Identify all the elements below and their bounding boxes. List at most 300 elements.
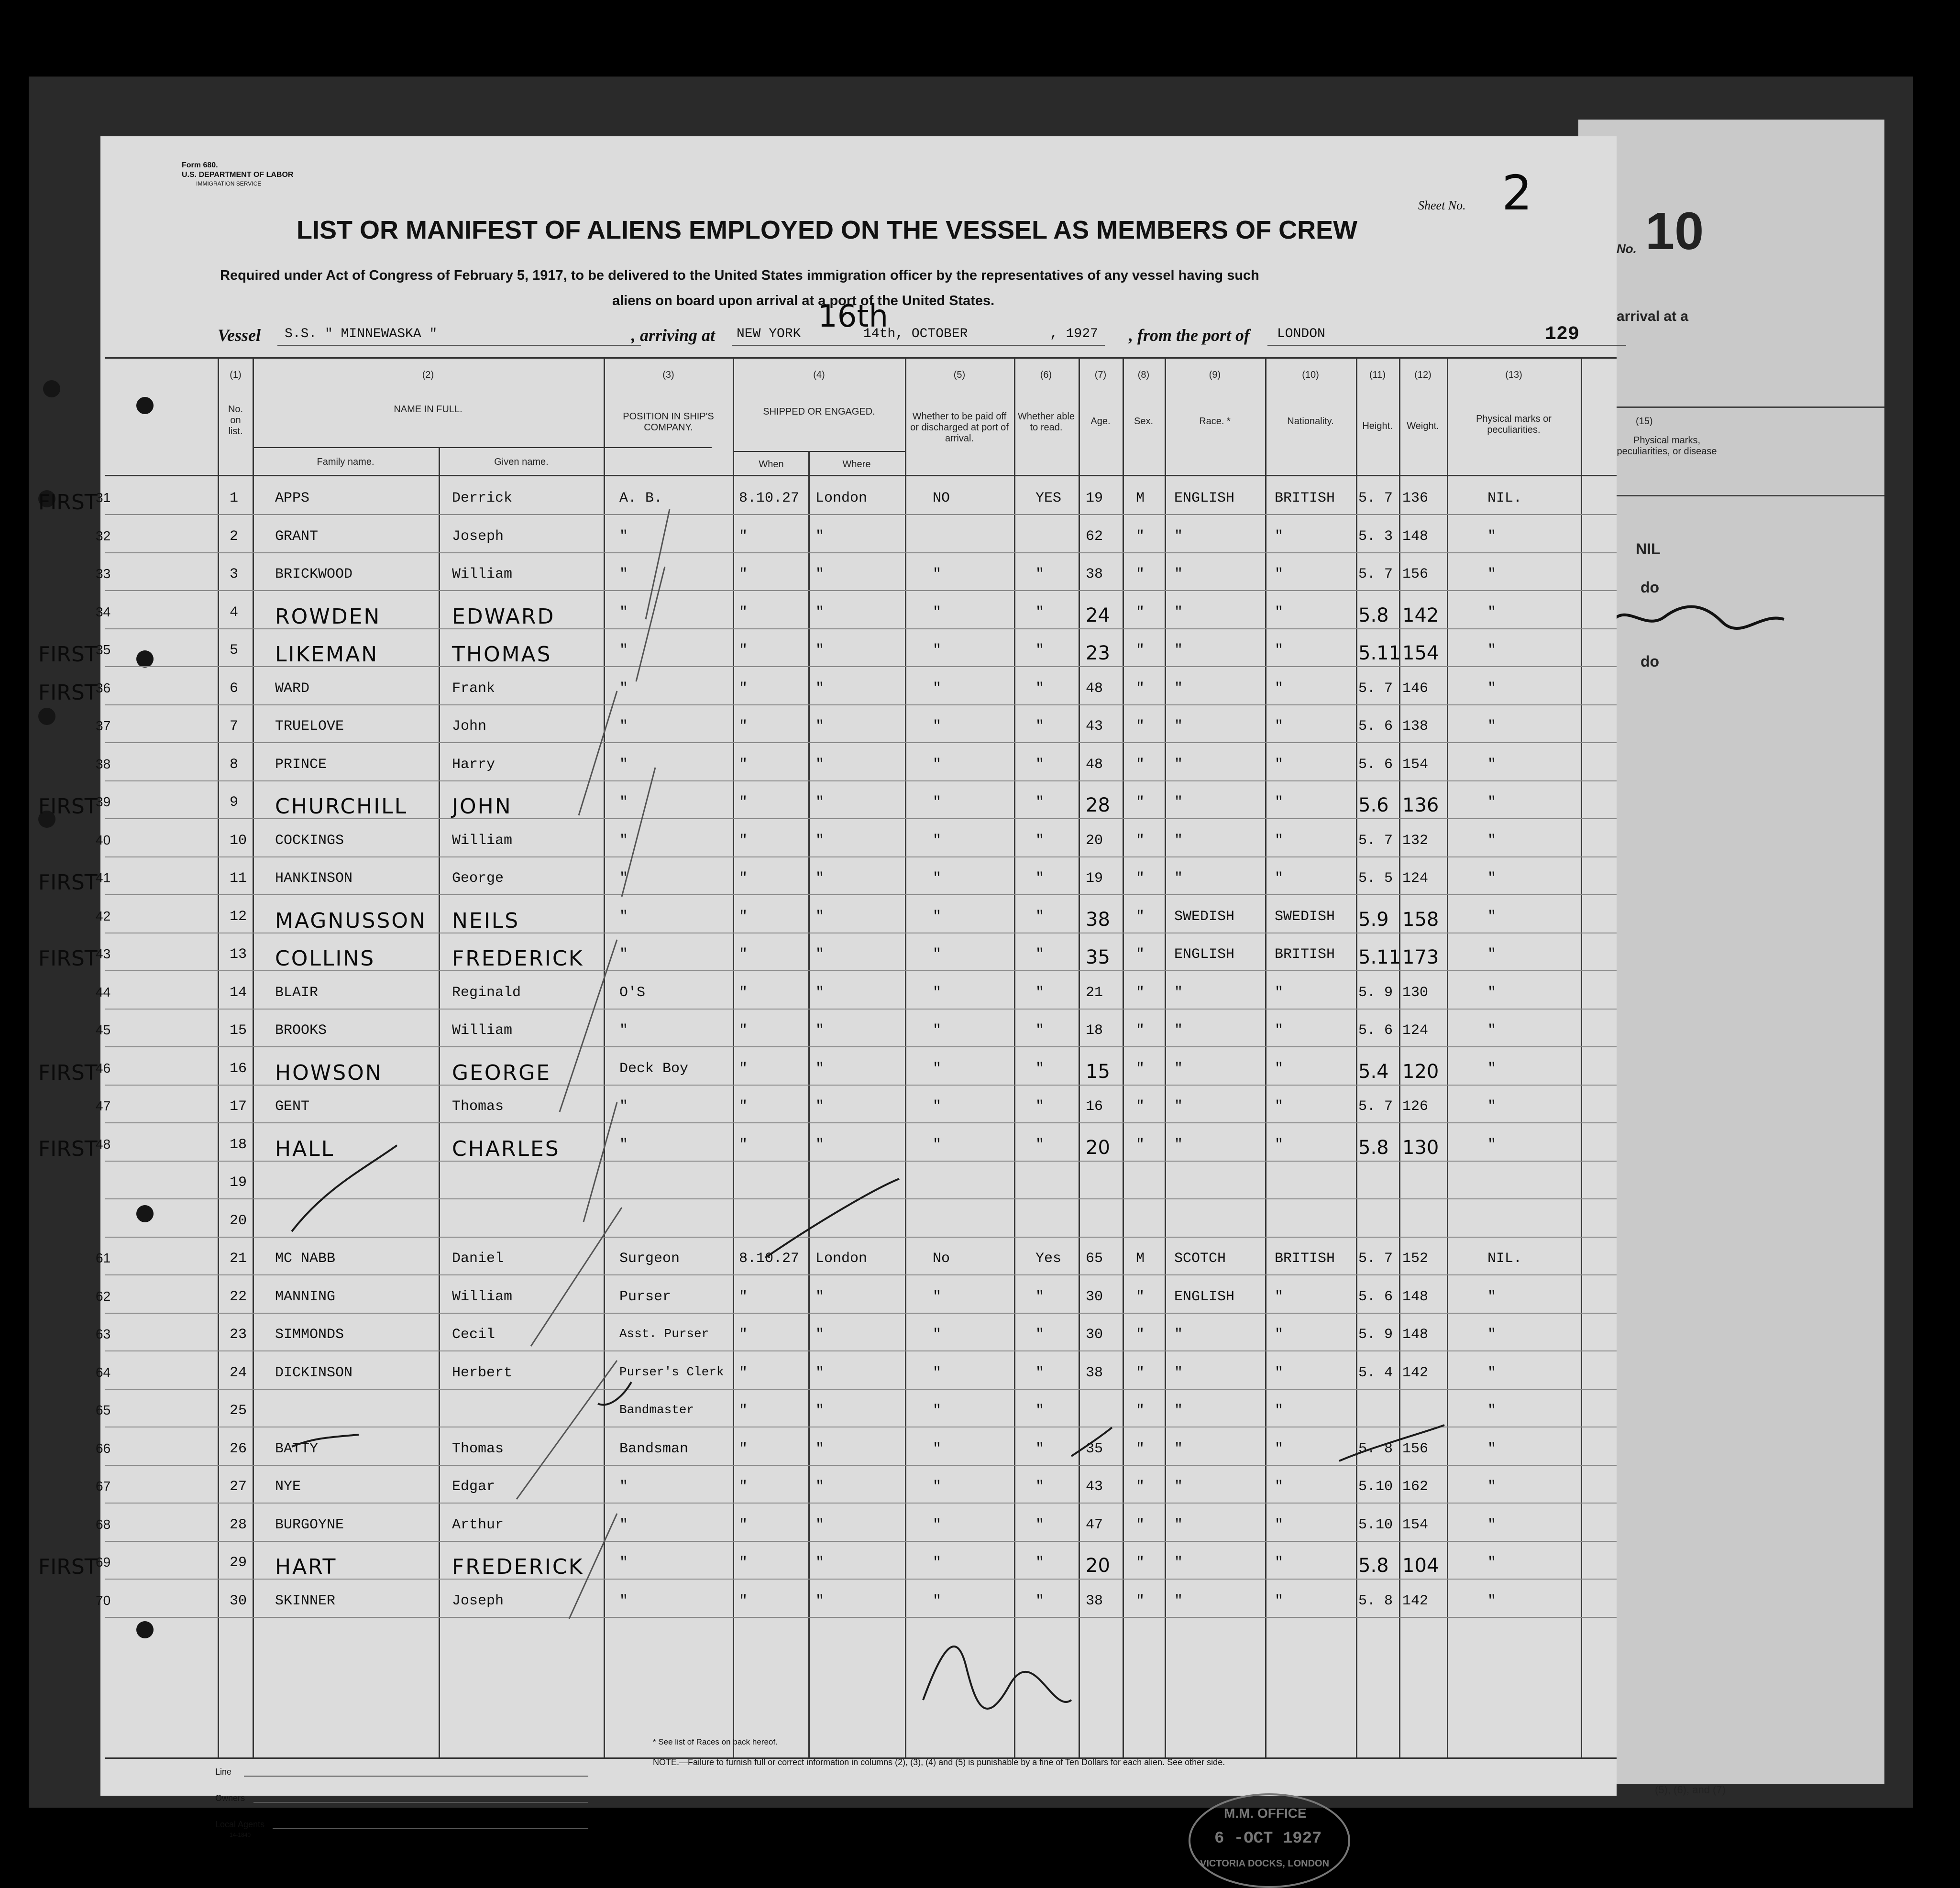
col9-number: (9) xyxy=(1209,370,1221,380)
row-7-given: John xyxy=(452,718,487,735)
row-27-weight: 162 xyxy=(1402,1479,1429,1495)
row-29-mark: FIRST xyxy=(38,1555,98,1579)
row-4-given: EDWARD xyxy=(452,604,555,629)
row-16-read: " xyxy=(1035,1060,1045,1077)
row-4-marks: " xyxy=(1487,604,1497,621)
row-2-given: Joseph xyxy=(452,528,504,545)
row-22-position: Purser xyxy=(619,1288,672,1305)
row-2-sex: " xyxy=(1136,528,1145,545)
row-12-marks: " xyxy=(1487,908,1497,925)
subtitle-line-1: Required under Act of Congress of February 5, 1917, to be delivered to the United States immigration officer by the representatives of any vessel having such xyxy=(220,268,1259,283)
row-8-ref: 38 xyxy=(96,756,111,771)
under-no-label: No. xyxy=(1617,241,1637,256)
row-24-race: " xyxy=(1174,1364,1183,1381)
subtitle-line-2: aliens on board upon arrival at a port of the United States. xyxy=(612,293,995,308)
row-6-ref: 36 xyxy=(96,680,111,695)
row-29-family: HART xyxy=(275,1555,337,1579)
row-22-when: " xyxy=(739,1288,748,1305)
row-11-age: 19 xyxy=(1086,870,1103,887)
row-15-height: 5. 6 xyxy=(1358,1022,1393,1039)
binder-hole xyxy=(43,380,60,397)
row-28-when: " xyxy=(739,1516,748,1533)
row-13-paid: " xyxy=(933,946,942,963)
row-18-when: " xyxy=(739,1136,748,1153)
row-1-height: 5. 7 xyxy=(1358,490,1393,506)
row-17-race: " xyxy=(1174,1098,1183,1115)
row-16-race: " xyxy=(1174,1060,1183,1077)
row-2-weight: 148 xyxy=(1402,528,1429,545)
row-13-given: FREDERICK xyxy=(452,946,584,971)
row-25-no: 25 xyxy=(230,1403,247,1419)
row-18-read: " xyxy=(1035,1136,1045,1153)
row-14-paid: " xyxy=(933,984,942,1001)
row-25-nat: " xyxy=(1275,1403,1284,1419)
row-20-no: 20 xyxy=(230,1212,247,1229)
row-14-weight: 130 xyxy=(1402,984,1429,1001)
row-1-weight: 136 xyxy=(1402,490,1429,506)
row-9-nat: " xyxy=(1275,794,1284,811)
row-14-where: " xyxy=(815,984,825,1001)
row-27-read: " xyxy=(1035,1479,1045,1495)
arrival-date-typed: 14th, OCTOBER xyxy=(863,327,968,341)
row-1-ref: 31 xyxy=(96,490,111,505)
row-2-age: 62 xyxy=(1086,528,1103,545)
row-30-ref: 70 xyxy=(96,1592,111,1608)
row-3-family: BRICKWOOD xyxy=(275,566,353,582)
row-13-where: " xyxy=(815,946,825,963)
row-8-paid: " xyxy=(933,756,942,773)
row-6-when: " xyxy=(739,680,748,697)
row-19-no: 19 xyxy=(230,1175,247,1191)
row-21-position: Surgeon xyxy=(619,1251,680,1267)
row-6-given: Frank xyxy=(452,680,496,697)
row-11-marks: " xyxy=(1487,870,1497,887)
row-28-family: BURGOYNE xyxy=(275,1516,344,1533)
row-22-family: MANNING xyxy=(275,1288,336,1305)
row-8-where: " xyxy=(815,756,825,773)
under-no-value: 10 xyxy=(1645,202,1704,261)
row-7-marks: " xyxy=(1487,718,1497,735)
col10-header: Nationality. xyxy=(1287,416,1334,427)
row-4-sex: " xyxy=(1136,604,1145,621)
row-24-ref: 64 xyxy=(96,1364,111,1380)
row-2-no: 2 xyxy=(230,528,239,545)
row-5-nat: " xyxy=(1275,642,1284,659)
row-30-no: 30 xyxy=(230,1592,247,1609)
row-2-when: " xyxy=(739,528,748,545)
row-1-no: 1 xyxy=(230,490,239,506)
row-21-nat: BRITISH xyxy=(1275,1251,1335,1267)
row-28-ref: 68 xyxy=(96,1516,111,1532)
row-17-marks: " xyxy=(1487,1098,1497,1115)
row-23-given: Cecil xyxy=(452,1327,496,1343)
row-10-read: " xyxy=(1035,832,1045,849)
col13-number: (13) xyxy=(1505,370,1522,380)
row-18-marks: " xyxy=(1487,1136,1497,1153)
row-9-where: " xyxy=(815,794,825,811)
row-29-age: 20 xyxy=(1086,1555,1110,1577)
row-4-nat: " xyxy=(1275,604,1284,621)
row-14-read: " xyxy=(1035,984,1045,1001)
row-26-given: Thomas xyxy=(452,1440,504,1457)
row-9-sex: " xyxy=(1136,794,1145,811)
row-12-sex: " xyxy=(1136,908,1145,925)
col7-header: Age. xyxy=(1090,416,1111,427)
row-2-position: " xyxy=(619,528,628,545)
row-27-race: " xyxy=(1174,1479,1183,1495)
col2-given-header: Given name. xyxy=(494,457,549,467)
row-7-where: " xyxy=(815,718,825,735)
row-6-read: " xyxy=(1035,680,1045,697)
row-21-paid: No xyxy=(933,1251,950,1267)
row-30-read: " xyxy=(1035,1592,1045,1609)
row-6-marks: " xyxy=(1487,680,1497,697)
row-26-race: " xyxy=(1174,1440,1183,1457)
row-1-mark: FIRST xyxy=(38,490,98,515)
arriving-label: , arriving at xyxy=(631,326,716,345)
row-23-where: " xyxy=(815,1327,825,1343)
row-11-race: " xyxy=(1174,870,1183,887)
row-30-age: 38 xyxy=(1086,1592,1103,1609)
row-27-age: 43 xyxy=(1086,1479,1103,1495)
row-6-height: 5. 7 xyxy=(1358,680,1393,697)
row-11-where: " xyxy=(815,870,825,887)
row-8-position: " xyxy=(619,756,628,773)
row-17-position: " xyxy=(619,1098,628,1115)
row-7-when: " xyxy=(739,718,748,735)
row-14-nat: " xyxy=(1275,984,1284,1001)
row-23-no: 23 xyxy=(230,1327,247,1343)
row-9-given: JOHN xyxy=(452,794,512,819)
row-3-where: " xyxy=(815,566,825,582)
row-21-weight: 152 xyxy=(1402,1251,1429,1267)
sheet-label: Sheet No. xyxy=(1418,198,1466,212)
row-21-marks: NIL. xyxy=(1487,1251,1522,1267)
row-3-read: " xyxy=(1035,566,1045,582)
row-7-race: " xyxy=(1174,718,1183,735)
row-7-ref: 37 xyxy=(96,718,111,733)
row-22-weight: 148 xyxy=(1402,1288,1429,1305)
row-9-age: 28 xyxy=(1086,794,1110,816)
row-1-read: YES xyxy=(1035,490,1062,506)
row-17-where: " xyxy=(815,1098,825,1115)
row-26-where: " xyxy=(815,1440,825,1457)
row-24-family: DICKINSON xyxy=(275,1364,353,1381)
row-10-age: 20 xyxy=(1086,832,1103,849)
row-6-mark: FIRST xyxy=(38,680,98,705)
row-30-where: " xyxy=(815,1592,825,1609)
row-12-read: " xyxy=(1035,908,1045,925)
row-3-age: 38 xyxy=(1086,566,1103,582)
row-9-mark: FIRST xyxy=(38,794,98,819)
row-17-paid: " xyxy=(933,1098,942,1115)
row-13-sex: " xyxy=(1136,946,1145,963)
footer-owners-label: Owners xyxy=(215,1793,245,1803)
col6-header: Whether able to read. xyxy=(1018,411,1075,433)
row-22-nat: " xyxy=(1275,1288,1284,1305)
arrival-year: , 1927 xyxy=(1050,327,1098,341)
row-18-weight: 130 xyxy=(1402,1136,1439,1159)
row-3-marks: " xyxy=(1487,566,1497,582)
row-12-nat: SWEDISH xyxy=(1275,908,1335,925)
row-28-no: 28 xyxy=(230,1516,247,1533)
row-1-age: 19 xyxy=(1086,490,1103,506)
row-14-height: 5. 9 xyxy=(1358,984,1393,1001)
row-6-weight: 146 xyxy=(1402,680,1429,697)
col9-header: Race. * xyxy=(1199,416,1231,427)
page-stamp-number: 129 xyxy=(1545,324,1580,345)
row-28-weight: 154 xyxy=(1402,1516,1429,1533)
row-23-nat: " xyxy=(1275,1327,1284,1343)
row-9-paid: " xyxy=(933,794,942,811)
row-11-nat: " xyxy=(1275,870,1284,887)
row-7-paid: " xyxy=(933,718,942,735)
stamp-line-3: VICTORIA DOCKS, LONDON xyxy=(1200,1858,1330,1869)
row-29-height: 5.8 xyxy=(1358,1555,1389,1577)
row-23-paid: " xyxy=(933,1327,942,1343)
row-28-marks: " xyxy=(1487,1516,1497,1533)
row-28-sex: " xyxy=(1136,1516,1145,1533)
row-14-age: 21 xyxy=(1086,984,1103,1001)
row-11-read: " xyxy=(1035,870,1045,887)
row-22-ref: 62 xyxy=(96,1288,111,1304)
row-10-where: " xyxy=(815,832,825,849)
row-12-height: 5.9 xyxy=(1358,908,1389,931)
row-29-where: " xyxy=(815,1555,825,1571)
row-16-no: 16 xyxy=(230,1060,247,1077)
row-23-weight: 148 xyxy=(1402,1327,1429,1343)
row-22-age: 30 xyxy=(1086,1288,1103,1305)
footer-agents-label: Local Agents xyxy=(215,1820,265,1829)
row-4-position: " xyxy=(619,604,628,621)
row-5-where: " xyxy=(815,642,825,659)
col2-header: NAME IN FULL. xyxy=(394,404,462,415)
vessel-label: Vessel xyxy=(218,326,261,345)
row-28-paid: " xyxy=(933,1516,942,1533)
row-16-family: HOWSON xyxy=(275,1060,383,1085)
row-3-paid: " xyxy=(933,566,942,582)
form-number: Form 680. xyxy=(182,161,218,169)
row-1-sex: M xyxy=(1136,490,1145,506)
department: U.S. DEPARTMENT OF LABOR xyxy=(182,171,294,179)
row-30-given: Joseph xyxy=(452,1592,504,1609)
row-27-marks: " xyxy=(1487,1479,1497,1495)
row-25-sex: " xyxy=(1136,1403,1145,1419)
row-28-nat: " xyxy=(1275,1516,1284,1533)
row-9-family: CHURCHILL xyxy=(275,794,408,819)
row-28-position: " xyxy=(619,1516,628,1533)
row-8-race: " xyxy=(1174,756,1183,773)
row-24-no: 24 xyxy=(230,1364,247,1381)
row-2-family: GRANT xyxy=(275,528,319,545)
row-8-marks: " xyxy=(1487,756,1497,773)
row-13-nat: BRITISH xyxy=(1275,946,1335,963)
row-30-weight: 142 xyxy=(1402,1592,1429,1609)
row-22-where: " xyxy=(815,1288,825,1305)
row-25-race: " xyxy=(1174,1403,1183,1419)
row-5-no: 5 xyxy=(230,642,239,659)
row-28-given: Arthur xyxy=(452,1516,504,1533)
stamp-line-2: 6 -OCT 1927 xyxy=(1214,1830,1322,1848)
row-5-mark: FIRST xyxy=(38,642,98,667)
row-6-where: " xyxy=(815,680,825,697)
row-29-read: " xyxy=(1035,1555,1045,1571)
row-3-when: " xyxy=(739,566,748,582)
row-4-no: 4 xyxy=(230,604,239,621)
row-14-position: O'S xyxy=(619,984,646,1001)
row-18-family: HALL xyxy=(275,1136,335,1161)
vessel-name: S.S. " MINNEWASKA " xyxy=(285,327,438,341)
footer-line-label: Line xyxy=(215,1767,232,1777)
row-10-race: " xyxy=(1174,832,1183,849)
row-21-age: 65 xyxy=(1086,1251,1103,1267)
row-18-height: 5.8 xyxy=(1358,1136,1389,1159)
row-24-paid: " xyxy=(933,1364,942,1381)
col2-family-header: Family name. xyxy=(317,457,374,467)
row-18-nat: " xyxy=(1275,1136,1284,1153)
row-28-where: " xyxy=(815,1516,825,1533)
race-note: * See list of Races on back hereof. xyxy=(653,1737,778,1746)
row-25-where: " xyxy=(815,1403,825,1419)
row-11-no: 11 xyxy=(230,870,247,887)
row-8-given: Harry xyxy=(452,756,496,773)
row-15-weight: 124 xyxy=(1402,1022,1429,1039)
row-30-family: SKINNER xyxy=(275,1592,336,1609)
row-15-race: " xyxy=(1174,1022,1183,1039)
under-footer-text: (5), (6), and (7) xyxy=(1655,1784,1726,1796)
under-col-head: Physical marks, peculiarities, or disease xyxy=(1617,435,1717,457)
row-9-weight: 136 xyxy=(1402,794,1439,816)
row-17-when: " xyxy=(739,1098,748,1115)
row-15-ref: 45 xyxy=(96,1022,111,1037)
row-1-paid: NO xyxy=(933,490,950,506)
row-18-where: " xyxy=(815,1136,825,1153)
row-17-nat: " xyxy=(1275,1098,1284,1115)
row-11-height: 5. 5 xyxy=(1358,870,1393,887)
row-18-no: 18 xyxy=(230,1136,247,1153)
service: IMMIGRATION SERVICE xyxy=(196,180,262,187)
row-16-sex: " xyxy=(1136,1060,1145,1077)
row-13-position: " xyxy=(619,946,628,963)
row-1-when: 8.10.27 xyxy=(739,490,800,506)
under-row-0: NIL xyxy=(1636,540,1661,558)
row-29-marks: " xyxy=(1487,1555,1497,1571)
row-1-given: Derrick xyxy=(452,490,513,506)
row-16-mark: FIRST xyxy=(38,1060,98,1085)
col11-header: Height. xyxy=(1362,421,1393,431)
under-row-1: do xyxy=(1641,579,1660,596)
col4-where-header: Where xyxy=(842,459,871,470)
row-6-nat: " xyxy=(1275,680,1284,697)
row-29-weight: 104 xyxy=(1402,1555,1439,1577)
under-scribble xyxy=(1607,598,1789,636)
from-port-label: , from the port of xyxy=(1129,326,1250,345)
row-26-age: 35 xyxy=(1086,1440,1103,1457)
row-13-family: COLLINS xyxy=(275,946,375,971)
row-23-family: SIMMONDS xyxy=(275,1327,344,1343)
row-10-family: COCKINGS xyxy=(275,832,344,849)
row-27-sex: " xyxy=(1136,1479,1145,1495)
row-30-position: " xyxy=(619,1592,628,1609)
row-24-weight: 142 xyxy=(1402,1364,1429,1381)
row-26-no: 26 xyxy=(230,1440,247,1457)
row-22-sex: " xyxy=(1136,1288,1145,1305)
row-5-position: " xyxy=(619,642,628,659)
row-28-read: " xyxy=(1035,1516,1045,1533)
row-25-when: " xyxy=(739,1403,748,1419)
row-23-marks: " xyxy=(1487,1327,1497,1343)
row-25-paid: " xyxy=(933,1403,942,1419)
row-12-family: MAGNUSSON xyxy=(275,908,427,933)
row-5-when: " xyxy=(739,642,748,659)
row-2-race: " xyxy=(1174,528,1183,545)
row-14-given: Reginald xyxy=(452,984,521,1001)
row-13-mark: FIRST xyxy=(38,946,98,971)
row-7-family: TRUELOVE xyxy=(275,718,344,735)
row-25-marks: " xyxy=(1487,1403,1497,1419)
manifest-page xyxy=(38,136,1617,1869)
col10-number: (10) xyxy=(1302,370,1319,380)
row-12-ref: 42 xyxy=(96,908,111,923)
row-10-marks: " xyxy=(1487,832,1497,849)
row-29-given: FREDERICK xyxy=(452,1555,584,1579)
row-5-height: 5.11 xyxy=(1358,642,1401,664)
row-4-age: 24 xyxy=(1086,604,1110,626)
row-5-marks: " xyxy=(1487,642,1497,659)
binder-hole xyxy=(38,708,55,725)
row-7-no: 7 xyxy=(230,718,239,735)
row-30-marks: " xyxy=(1487,1592,1497,1609)
row-21-read: Yes xyxy=(1035,1251,1062,1267)
row-24-nat: " xyxy=(1275,1364,1284,1381)
row-4-read: " xyxy=(1035,604,1045,621)
col4-when-header: When xyxy=(759,459,784,470)
row-12-given: NEILS xyxy=(452,908,520,933)
under-arrival-text: arrival at a xyxy=(1617,308,1689,324)
row-26-when: " xyxy=(739,1440,748,1457)
row-3-weight: 156 xyxy=(1402,566,1429,582)
row-7-sex: " xyxy=(1136,718,1145,735)
sheet-number: 2 xyxy=(1502,165,1532,221)
row-9-when: " xyxy=(739,794,748,811)
row-30-nat: " xyxy=(1275,1592,1284,1609)
row-21-where: London xyxy=(815,1251,868,1267)
col2-number: (2) xyxy=(422,370,434,380)
row-14-when: " xyxy=(739,984,748,1001)
row-22-read: " xyxy=(1035,1288,1045,1305)
row-8-when: " xyxy=(739,756,748,773)
row-27-where: " xyxy=(815,1479,825,1495)
row-29-race: " xyxy=(1174,1555,1183,1571)
row-6-paid: " xyxy=(933,680,942,697)
row-2-ref: 32 xyxy=(96,528,111,543)
row-2-marks: " xyxy=(1487,528,1497,545)
row-22-race: ENGLISH xyxy=(1174,1288,1235,1305)
row-15-no: 15 xyxy=(230,1022,247,1039)
row-5-paid: " xyxy=(933,642,942,659)
row-26-nat: " xyxy=(1275,1440,1284,1457)
row-10-height: 5. 7 xyxy=(1358,832,1393,849)
row-5-sex: " xyxy=(1136,642,1145,659)
col3-header: POSITION IN SHIP'S COMPANY. xyxy=(623,411,714,433)
row-27-position: " xyxy=(619,1479,628,1495)
row-18-sex: " xyxy=(1136,1136,1145,1153)
row-27-given: Edgar xyxy=(452,1479,496,1495)
row-28-race: " xyxy=(1174,1516,1183,1533)
row-23-read: " xyxy=(1035,1327,1045,1343)
row-4-family: ROWDEN xyxy=(275,604,381,629)
row-3-sex: " xyxy=(1136,566,1145,582)
